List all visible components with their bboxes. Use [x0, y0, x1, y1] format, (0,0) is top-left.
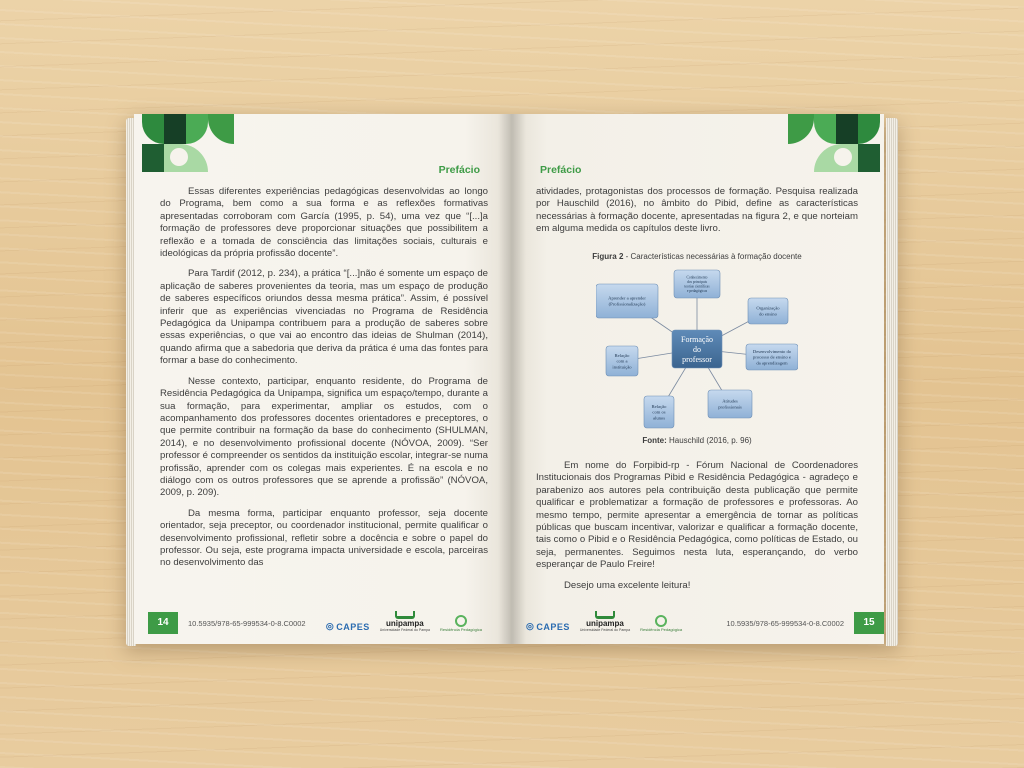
paragraph: Da mesma forma, participar enquanto professor, seja docente orientador, seja preceptor, ou coordenador institucional, permite qualificar o desenvolvimento profissional, refletir sobre a docência e sobre o papel do professor. Ou seja, este programa impacta universidade e escola, parceiras no desenvolvimento das	[160, 507, 488, 569]
diagram-node	[746, 344, 798, 370]
corner-decoration-right	[788, 114, 880, 172]
residencia-icon	[655, 615, 667, 627]
diagram-node	[596, 284, 658, 318]
svg-text:Aprender a aprender: Aprender a aprender	[608, 295, 646, 301]
svg-text:processo de ensino e: processo de ensino e	[753, 354, 791, 360]
book-gutter	[498, 114, 526, 644]
residencia-logo: Residência Pedagógica	[440, 615, 482, 632]
svg-text:Desenvolvimento do: Desenvolvimento do	[752, 348, 792, 354]
footer-logos	[526, 611, 682, 632]
residencia-logo: Residência Pedagógica	[640, 615, 682, 632]
capes-icon: ◎	[526, 621, 535, 631]
page-footer	[134, 610, 510, 644]
svg-text:e pedagógicas: e pedagógicas	[686, 289, 708, 294]
svg-text:do: do	[693, 344, 701, 354]
svg-text:alunos: alunos	[653, 415, 665, 421]
diagram-node	[708, 390, 752, 418]
page-number: 15	[854, 612, 884, 634]
diagram-node	[748, 298, 788, 324]
unipampa-icon	[395, 611, 415, 619]
diagram-node	[644, 396, 674, 428]
paragraph: Essas diferentes experiências pedagógicas desenvolvidas ao longo do Programa, bem como a sua forma e as reflexões formativas apresentadas corroboram com García (1995, p. 54), uma vez que “[...]a formação de professores deve proporcionar situações que possibilitem a reflexão e a tomada de consciência das limitações sociais, culturais e ideológicas da própria profissão docente”.	[160, 186, 488, 260]
unipampa-icon	[595, 611, 615, 619]
paragraph: Desejo uma excelente leitura!	[564, 579, 691, 591]
section-title: Prefácio	[438, 164, 480, 176]
doi: 10.5935/978-65-999534-0-8.C0002	[726, 619, 844, 628]
right-page	[510, 114, 884, 644]
unipampa-logo: unipampa Universidade Federal do Pampa	[380, 611, 430, 632]
svg-text:(Profissionalização): (Profissionalização)	[608, 301, 646, 307]
svg-text:com a: com a	[616, 358, 628, 364]
figure-source: Fonte: Hauschild (2016, p. 96)	[642, 436, 752, 445]
figure-caption: Figura 2 - Características necessárias à formação docente	[592, 252, 802, 261]
capes-icon: ◎	[325, 621, 335, 631]
left-body-text	[160, 186, 488, 578]
page-footer	[510, 610, 884, 644]
diagram-node	[606, 346, 638, 376]
svg-text:Atitudes: Atitudes	[722, 398, 738, 404]
section-title: Prefácio	[540, 164, 582, 176]
right-intro-text	[536, 186, 858, 244]
svg-text:Organização: Organização	[756, 305, 780, 311]
right-body-text	[536, 460, 858, 600]
capes-logo: ◎ CAPES	[325, 621, 370, 632]
paragraph: Em nome do Forpibid-rp - Fórum Nacional de Coordenadores Institucionais dos Programas Pibid e Residência Pedagógica - agradeço e parabenizo aos autores pela contribuição desta publicação que permite qualificar e problematizar a formação de professores e professoras. Ao mesmo tempo, permite apresentar a emergência de tornar as políticas públicas que buscam incentivar, valorizar e qualificar a formação docente, tais como o Pibid e o Residência Pedagógica, como políticas de Estado, ou seja, permanentes. Seguimos nesta luta, esperançando, do verbo esperançar de Paulo Freire!	[536, 460, 858, 571]
capes-logo: ◎ CAPES	[526, 621, 570, 632]
svg-text:Relação: Relação	[651, 403, 667, 409]
svg-text:da aprendizagem: da aprendizagem	[756, 360, 788, 366]
svg-text:Formação: Formação	[681, 334, 713, 344]
formation-diagram	[596, 264, 798, 432]
diagram-center-node	[672, 330, 722, 368]
paragraph: Nesse contexto, participar, enquanto residente, do Programa de Residência Pedagógica da Unipampa, significa um espaço/tempo, durante a sua formação, para experimentar, ampliar os estudos, com o acompanhamento dos professores docentes orientadores e preceptores, o que permite contribuir na formação da base do conhecimento (SHULMAN, 2014), e no desenvolvimento profissional docente (NÓVOA, 2009). “Ser professor é compreender os sentidos da instituição escolar, integrar-se numa profissão, aprender com os colegas mais experientes. É na escola e no diálogo com os outros professores que se aprende a profissão” (NÓVOA, 2009, p. 209).	[160, 375, 488, 499]
svg-text:profissionais: profissionais	[718, 404, 742, 410]
page-number: 14	[148, 612, 178, 634]
doi: 10.5935/978-65-999534-0-8.C0002	[188, 619, 306, 628]
open-book	[126, 112, 898, 648]
diagram-node	[674, 270, 720, 298]
svg-text:teorias científicas: teorias científicas	[684, 284, 710, 289]
corner-decoration-left	[142, 114, 234, 172]
svg-text:professor: professor	[682, 354, 712, 364]
svg-text:Relação: Relação	[614, 352, 630, 358]
unipampa-logo: unipampa Universidade Federal do Pampa	[580, 611, 630, 632]
footer-logos	[326, 611, 482, 632]
svg-text:dos principais: dos principais	[686, 280, 708, 285]
page-stack-right	[886, 118, 898, 646]
residencia-icon	[455, 615, 467, 627]
left-page	[134, 114, 510, 644]
svg-text:Conhecimento: Conhecimento	[686, 275, 708, 280]
svg-text:com os: com os	[652, 409, 666, 415]
paragraph: atividades, protagonistas dos processos de formação. Pesquisa realizada por Hauschild (2016), no âmbito do Pibid, define as características necessárias à formação docente, apresentadas na figura 2, e que norteiam em alguma medida os capítulos deste livro.	[536, 186, 858, 235]
svg-text:instituição: instituição	[612, 364, 632, 370]
svg-text:do ensino: do ensino	[759, 311, 777, 317]
paragraph: Para Tardif (2012, p. 234), a prática “[...]não é somente um espaço de aplicação de saberes provenientes da teoria, mas um espaço de produção de saberes específicos oriundos dessa mesma prática”. Assim, é possível inferir que as experiências vivenciadas no Programa de Residência Pedagógica da Unipampa contribuem para a produção de saberes sobre essas experiências, o que vai ao encontro das ideias de Shulman (2014), quando afirma que a sabedoria que deriva da prática é uma das fontes para formar a base do conhecimento.	[160, 268, 488, 367]
